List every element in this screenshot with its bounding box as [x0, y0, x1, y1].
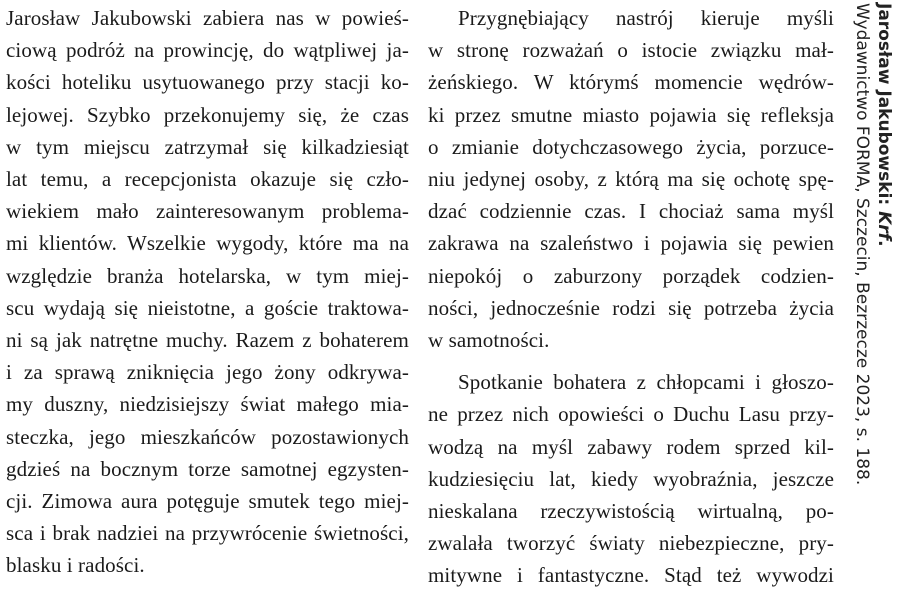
text-line: zwalała tworzyć światy niebezpieczne, pry-	[428, 531, 834, 556]
citation-title: Krf	[874, 211, 894, 241]
text-line: scu wydają się nieistotne, a goście traktowa-	[6, 295, 409, 320]
text-line: w tym miejscu zatrzymał się kilkadziesiąt	[6, 134, 409, 159]
text-line: ki przez smutne miasto pojawia się refleksja	[428, 102, 834, 127]
citation-title-end: .	[874, 240, 894, 247]
citation-publisher-prefix: Wydawnictwo	[852, 3, 872, 126]
text-line: cji. Zimowa aura potęguje smutek tego miej-	[6, 489, 409, 514]
citation-publisher-name: FORMA	[852, 125, 872, 188]
text-line: lejowej. Szybko przekonujemy się, że czas	[6, 102, 409, 127]
text-line: o zmianie dotychczasowego życia, porzuce-	[428, 134, 834, 159]
text-line: ciową podróż na prowincję, do wątpliwej ja-	[6, 38, 409, 63]
text-line: kudziesięciu lat, kiedy wyobraźnia, jeszcze	[428, 466, 834, 491]
book-citation-sidebar	[851, 0, 900, 548]
citation-author-title	[873, 3, 895, 485]
paragraph-gap	[428, 356, 834, 366]
text-line: w samotności.	[428, 328, 550, 353]
text-line: dzać codziennie czas. I chociaż sama myśl	[428, 199, 834, 224]
text-line: zakrawa na szaleństwo i pojawia się pewien	[428, 231, 834, 256]
text-line: sca i brak nadziei na przywrócenie świetności,	[6, 521, 409, 546]
text-line: ni są jak natrętne muchy. Razem z bohaterem	[6, 328, 409, 353]
text-line: nieskalana rzeczywistością wirtualną, po-	[428, 499, 834, 524]
text-line: niu jedynej osoby, z którą ma się ochotę spę-	[428, 167, 834, 192]
left-text-column	[6, 2, 409, 582]
paragraph-first-line: Spotkanie bohatera z chłopcami i głoszo-	[458, 370, 834, 395]
text-line: ności, jednocześnie rodzi się potrzeba życia	[428, 295, 834, 320]
text-line: wiekiem mało zainteresowanym problema-	[6, 199, 409, 224]
text-line: ne przez nich opowieści o Duchu Lasu przy-	[428, 402, 834, 427]
text-line: kości hoteliku usytuowanego przy stacji ko-	[6, 70, 409, 95]
text-line: mitywne i fantastyczne. Stąd też wywodzi	[428, 563, 834, 588]
citation-publisher	[851, 3, 873, 485]
citation-author: Jarosław Jakubowski:	[874, 3, 894, 212]
text-line: i za sprawą zniknięcia jego żony odkrywa-	[6, 360, 409, 385]
paragraph-first-line: Przygnębiający nastrój kieruje myśli	[458, 6, 834, 30]
text-line: blasku i radości.	[6, 553, 145, 578]
text-line: lat temu, a recepcjonista okazuje się czło-	[6, 167, 409, 192]
text-line: wodzą na myśl zabawy rodem sprzed kil-	[428, 434, 834, 459]
citation-publisher-rest: , Szczecin, Bezrzecze 2023, s. 188.	[852, 187, 872, 486]
book-citation	[851, 3, 895, 485]
text-line: Jarosław Jakubowski zabiera nas w powieś-	[6, 6, 409, 30]
text-line: my duszny, niedzisiejszy świat małego mia-	[6, 392, 409, 417]
right-text-column	[428, 2, 834, 592]
text-line: względzie branża hotelarska, w tym miej-	[6, 263, 409, 288]
text-line: gdzieś na bocznym torze samotnej egzysten-	[6, 456, 409, 481]
text-line: niepokój o zaburzony porządek codzien-	[428, 263, 834, 288]
text-line: mi klientów. Wszelkie wygody, które ma na	[6, 231, 409, 256]
text-line: żeńskiego. W którymś momencie wędrów-	[428, 70, 834, 95]
text-line: w stronę rozważań o istocie związku mał-	[428, 38, 834, 63]
text-line: steczka, jego mieszkańców pozostawionych	[6, 424, 409, 449]
